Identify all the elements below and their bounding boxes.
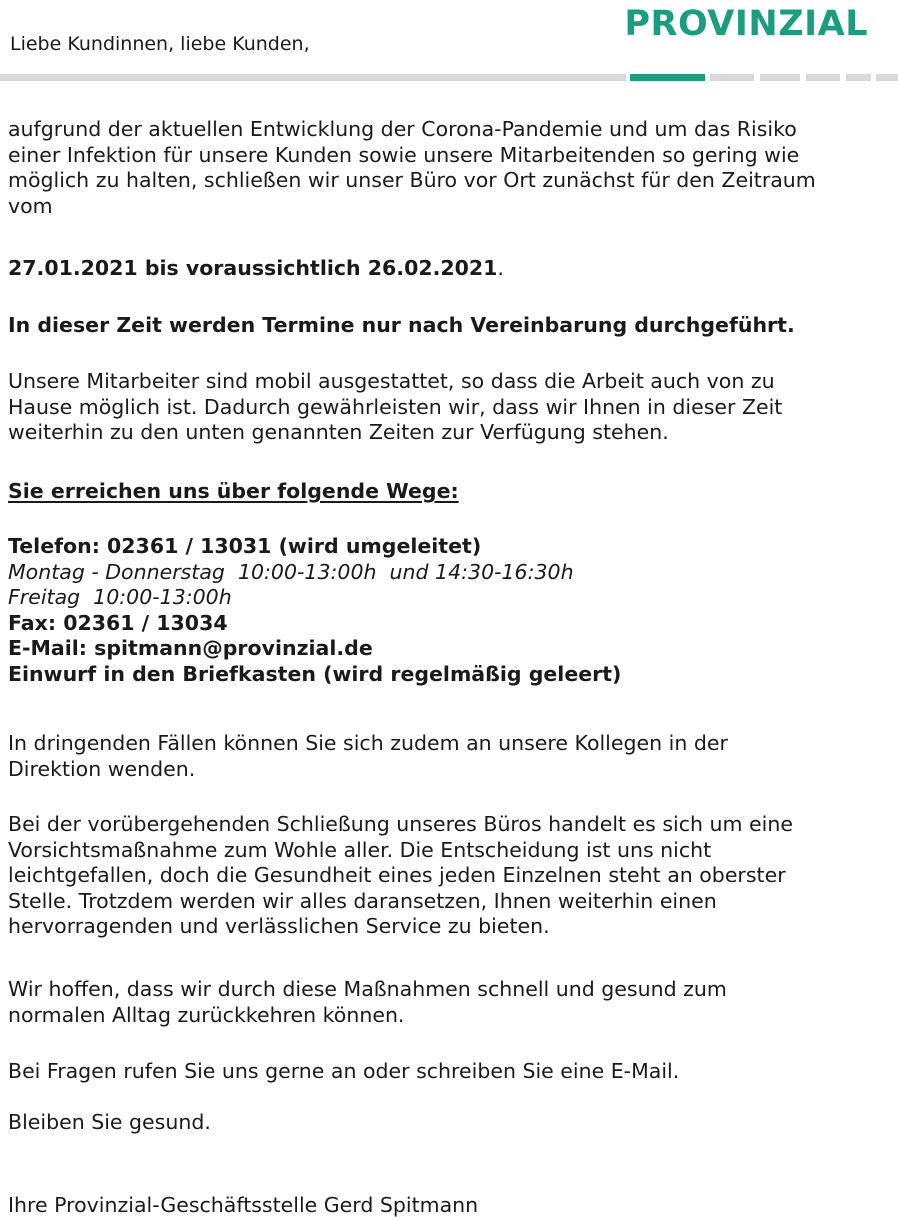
greeting: Liebe Kundinnen, liebe Kunden, xyxy=(10,33,310,55)
urgent-paragraph xyxy=(8,731,894,782)
mailbox-line: Einwurf in den Briefkasten (wird regelmäßig geleert) xyxy=(8,661,622,686)
header-rule-segment xyxy=(760,74,800,81)
hope-paragraph xyxy=(8,977,894,1028)
contact-block xyxy=(8,534,894,687)
signature-line: Ihre Provinzial-Geschäftsstelle Gerd Spitmann xyxy=(8,1193,479,1217)
text-line: möglich zu halten, schließen wir unser Büro vor Ort zunächst für den Zeitraum xyxy=(8,168,816,192)
questions-line: Bei Fragen rufen Sie uns gerne an oder schreiben Sie eine E-Mail. xyxy=(8,1059,680,1083)
provinzial-logo: PROVINZIAL xyxy=(624,4,868,44)
staff-paragraph xyxy=(8,369,894,446)
phone-line: Telefon: 02361 / 13031 (wird umgeleitet) xyxy=(8,534,482,558)
fax-line: Fax: 02361 / 13034 xyxy=(8,610,228,635)
text-line: normalen Alltag zurückkehren können. xyxy=(8,1002,405,1027)
closure-dates-period: . xyxy=(497,256,504,280)
header-rule-segment xyxy=(846,74,871,81)
text-line: aufgrund der aktuellen Entwicklung der Corona-Pandemie und um das Risiko xyxy=(8,117,797,141)
closure-dates-text: 27.01.2021 bis voraussichtlich 26.02.2021 xyxy=(8,256,498,280)
email-line: E-Mail: spitmann@provinzial.de xyxy=(8,636,373,660)
text-line: Wir hoffen, dass wir durch diese Maßnahmen schnell und gesund zum xyxy=(8,977,727,1001)
text-line: Bei der vorübergehenden Schließung unseres Büros handelt es sich um eine xyxy=(8,812,793,836)
text-line: vom xyxy=(8,193,53,218)
contact-heading: Sie erreichen uns über folgende Wege: xyxy=(8,479,459,503)
text-line: leichtgefallen, doch die Gesundheit eines jeden Einzelnen steht an oberster xyxy=(8,863,786,887)
text-line: Unsere Mitarbeiter sind mobil ausgestattet, so dass die Arbeit auch von zu xyxy=(8,369,775,393)
header-rule-segment xyxy=(0,74,626,81)
header-rule-accent xyxy=(630,74,705,81)
hours-mon-thu: Montag - Donnerstag 10:00-13:00h und 14:30-16:30h xyxy=(8,559,574,584)
text-line: In dringenden Fällen können Sie sich zudem an unsere Kollegen in der xyxy=(8,731,728,755)
closure-paragraph xyxy=(8,812,894,940)
appointments-notice: In dieser Zeit werden Termine nur nach Vereinbarung durchgeführt. xyxy=(8,313,795,337)
text-line: Direktion wenden. xyxy=(8,756,196,781)
text-line: Hause möglich ist. Dadurch gewährleisten wir, dass wir Ihnen in dieser Zeit xyxy=(8,394,783,419)
header-rule-segment xyxy=(876,74,898,81)
text-line: Stelle. Trotzdem werden wir alles daransetzen, Ihnen weiterhin einen xyxy=(8,888,717,913)
stay-healthy-line: Bleiben Sie gesund. xyxy=(8,1110,211,1134)
header-rule-segment xyxy=(806,74,840,81)
intro-paragraph xyxy=(8,117,894,219)
header-rule-segment xyxy=(710,74,754,81)
text-line: weiterhin zu den unten genannten Zeiten zur Verfügung stehen. xyxy=(8,420,669,444)
hours-fri: Freitag 10:00-13:00h xyxy=(8,585,232,609)
closure-dates xyxy=(8,256,894,282)
text-line: einer Infektion für unsere Kunden sowie unsere Mitarbeitenden so gering wie xyxy=(8,142,800,167)
text-line: Vorsichtsmaßnahme zum Wohle aller. Die Entscheidung ist uns nicht xyxy=(8,837,712,862)
text-line: hervorragenden und verlässlichen Service zu bieten. xyxy=(8,914,550,938)
